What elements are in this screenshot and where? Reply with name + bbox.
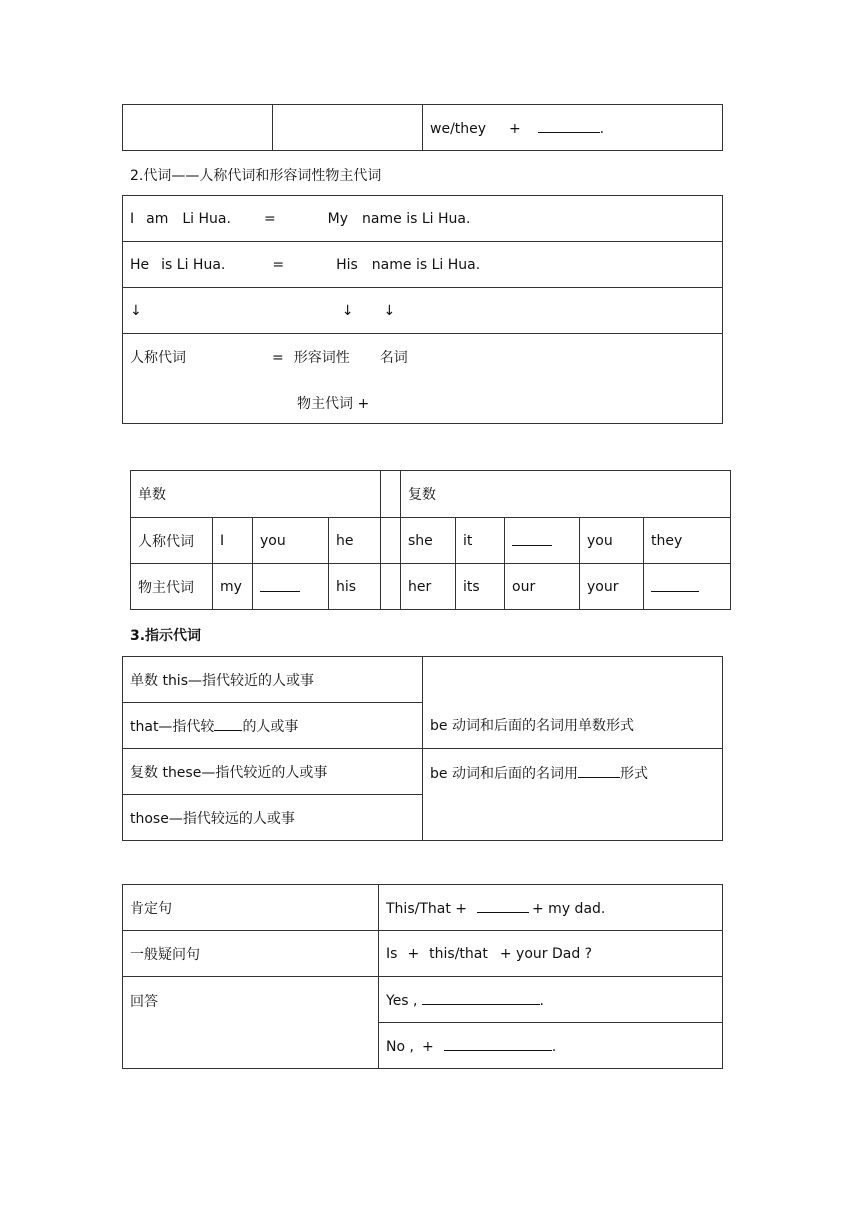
no-period: . <box>551 1039 557 1055</box>
section2-table <box>122 195 723 424</box>
blank-line <box>578 763 620 778</box>
aff-post: + my dad. <box>532 901 606 917</box>
s2-r4-eq: = <box>272 350 284 366</box>
pronoun-cell: its <box>456 564 505 610</box>
s2-r4-noun: 名词 <box>379 350 408 366</box>
top-cell-2 <box>273 105 423 151</box>
demo-right2-post: 形式 <box>619 766 648 782</box>
answer-no <box>379 1023 723 1069</box>
s2-r1-b: am <box>146 210 169 227</box>
s2-r2-b: is Li Hua. <box>161 256 226 273</box>
demo-r2 <box>123 703 423 749</box>
pronoun-blank-cell <box>253 564 329 610</box>
q-rest: + your Dad ? <box>499 945 593 962</box>
yes-text: Yes , <box>386 993 418 1009</box>
blank-line <box>260 577 300 592</box>
demo-r4: those—指代较远的人或事 <box>123 795 423 841</box>
demo-r2-post: 的人或事 <box>242 718 299 735</box>
demo-right1 <box>423 657 723 749</box>
s2-r4-adjective: 形容词性 <box>293 350 350 366</box>
blank-line <box>477 898 529 913</box>
yes-period: . <box>539 993 544 1009</box>
blank-line <box>422 990 540 1005</box>
down-arrow-icon: ↓ <box>341 302 354 319</box>
s2-r1-eq: = <box>263 210 276 227</box>
blank-line <box>214 716 242 731</box>
pronoun-cell: his <box>329 564 381 610</box>
s2-row4 <box>123 334 723 424</box>
s2-r1-d: My <box>327 210 349 227</box>
blank-line <box>538 118 600 133</box>
s2-r1-a: I <box>130 210 135 227</box>
demo-r3: 复数 these—指代较近的人或事 <box>123 749 423 795</box>
singular-header: 单数 <box>131 471 381 518</box>
pronoun-cell: they <box>644 518 731 564</box>
row-possessive-label: 物主代词 <box>131 564 213 610</box>
q-plus: + <box>407 945 420 962</box>
s2-r4-possessive: 物主代词 + <box>297 396 370 412</box>
q-this-that: this/that <box>429 945 488 962</box>
demo-r1: 单数 this—指代较近的人或事 <box>123 657 423 703</box>
no-text: No , <box>386 1039 414 1055</box>
answer-yes <box>379 977 723 1023</box>
s2-row3 <box>123 288 723 334</box>
section2-title: 2.代词——人称代词和形容词性物主代词 <box>130 168 382 184</box>
demo-right2-pre: be 动词和后面的名词用 <box>430 766 578 782</box>
s2-row1 <box>123 196 723 242</box>
down-arrow-icon: ↓ <box>383 302 396 319</box>
pronoun-cell: it <box>456 518 505 564</box>
pronoun-cell: my <box>213 564 253 610</box>
spacer-cell <box>381 518 401 564</box>
pronoun-cell: your <box>580 564 644 610</box>
affirmative-sentence <box>379 885 723 931</box>
pronoun-cell: I <box>213 518 253 564</box>
spacer-cell <box>381 564 401 610</box>
sentence-table <box>122 884 723 1069</box>
demo-r2-pre: that—指代较 <box>130 718 215 735</box>
plural-header: 复数 <box>401 471 731 518</box>
pronoun-cell: she <box>401 518 456 564</box>
spacer-cell <box>381 471 401 518</box>
s2-r4-personal: 人称代词 <box>130 350 186 366</box>
pronoun-blank-cell <box>505 518 580 564</box>
pronoun-blank-cell <box>644 564 731 610</box>
blank-line <box>444 1036 552 1051</box>
down-arrow-icon: ↓ <box>130 302 142 319</box>
question-sentence <box>379 931 723 977</box>
demonstrative-table <box>122 656 723 841</box>
s2-r1-e: name is Li Hua. <box>362 210 471 227</box>
we-they-text: we/they <box>430 121 487 137</box>
affirmative-label: 肯定句 <box>123 885 379 931</box>
answer-label <box>123 977 379 1069</box>
blank-line <box>651 577 699 592</box>
no-plus: + <box>421 1039 434 1055</box>
pronoun-cell: you <box>253 518 329 564</box>
row-personal-label: 人称代词 <box>131 518 213 564</box>
s2-r1-c: Li Hua. <box>182 210 231 227</box>
pronoun-cell: her <box>401 564 456 610</box>
pronoun-cell: you <box>580 518 644 564</box>
s2-row2 <box>123 242 723 288</box>
aff-pre: This/That + <box>386 901 467 917</box>
plus-sign: + <box>508 121 521 137</box>
blank-line <box>512 531 552 546</box>
demo-right2 <box>423 749 723 841</box>
s2-r2-d: His <box>336 256 358 273</box>
section3-title: 3.指示代词 <box>130 628 202 644</box>
s2-r2-eq: = <box>272 256 285 273</box>
s2-r2-a: He <box>130 256 150 273</box>
top-cell-3 <box>423 105 723 151</box>
question-label: 一般疑问句 <box>123 931 379 977</box>
period: . <box>599 121 605 137</box>
answer-label-text: 回答 <box>130 994 158 1010</box>
s2-r2-e: name is Li Hua. <box>371 256 481 273</box>
top-table <box>122 104 723 151</box>
pronoun-cell: our <box>505 564 580 610</box>
q-is: Is <box>386 945 398 962</box>
top-cell-1 <box>123 105 273 151</box>
pronoun-cell: he <box>329 518 381 564</box>
pronoun-table <box>130 470 731 610</box>
demo-right1-text: be 动词和后面的名词用单数形式 <box>430 718 634 734</box>
